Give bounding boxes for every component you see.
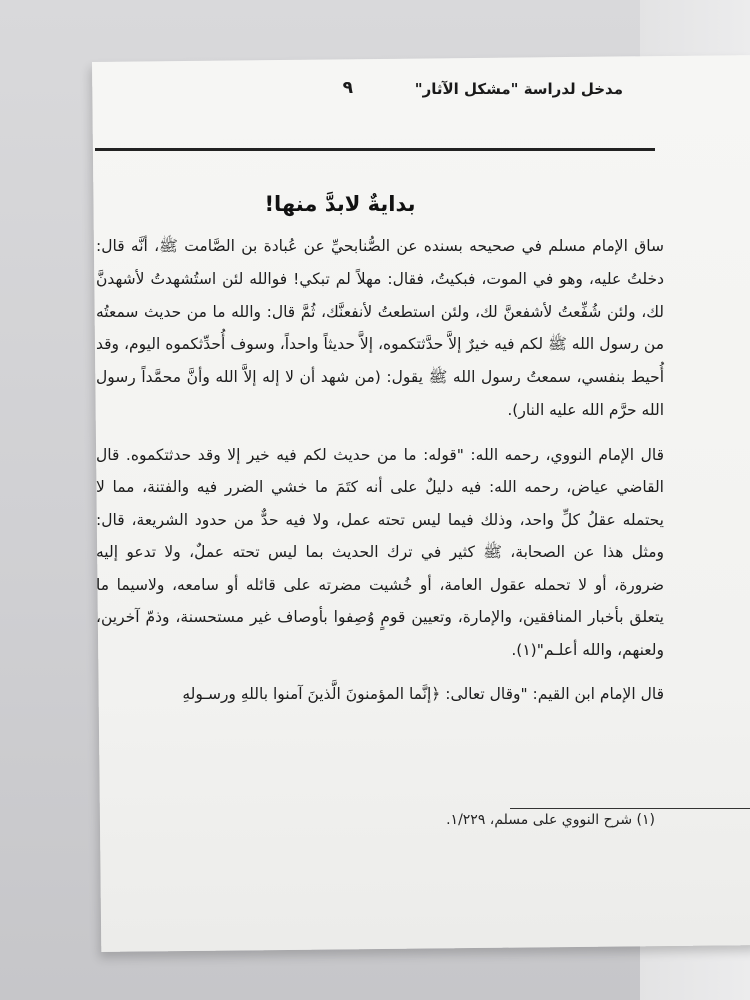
paragraph-hadith: ساق الإمام مسلم في صحيحه بسنده عن الصُّنابحيِّ عن عُبادة بن الصَّامت ﷺ، أنَّه قال: دخلتُ عليه، وهو في الموت، فبكيتُ، فقال: مهلاً لم تبكي! فوالله لئن استُشهدتُ لأشهدنَّ لك، ولئن شُفِّعتُ لأشفعنَّ لك، ولئن استطعتُ لأنفعنَّك، ثُمَّ قال: والله ما من حديث سمعتُه من رسول الله ﷺ لكم فيه خيرٌ إلاَّ حدَّثتكموه، إلاَّ حديثاً واحداً، وسوف أُحدِّثكموه اليوم، وقد أُحيط بنفسي، سمعتُ رسول الله ﷺ يقول: (من شهد أن لا إله إلاَّ الله وأنَّ محمَّداً رسول الله حرَّم الله عليه النار). xyxy=(96,237,664,419)
page-number: ٩ xyxy=(342,78,353,98)
footnote: (١) شرح النووي على مسلم، ١/٢٢٩. xyxy=(446,812,655,828)
header-rule xyxy=(95,148,655,151)
running-header-title: مدخل لدراسة "مشكل الآثار" xyxy=(414,80,623,98)
body-text xyxy=(96,230,664,723)
footnote-rule xyxy=(510,808,750,809)
running-header xyxy=(95,78,623,104)
section-title: بدايةٌ لابدَّ منها! xyxy=(264,192,416,216)
paragraph-nawawi: قال الإمام النووي، رحمه الله: "قوله: ما من حديث لكم فيه خير إلا وقد حدثتكموه. قال القاضي عياض، رحمه الله: فيه دليلٌ على أنه كتَمَ ما خشي الضرر فيه والفتنة، مما لا يحتمله عقلُ كلِّ واحد، وذلك فيما ليس تحته عمل، ولا فيه حدٌّ من حدود الشريعة، قال: ومثل هذا عن الصحابة، ﷺ كثير في ترك الحديث بما ليس تحته عملٌ، ولا تدعو إليه ضرورة، أو لا تحمله عقول العامة، أو خُشيت مضرته على قائله أو سامعه، ولاسيما ما يتعلق بأخبار المنافقين، والإمارة، وتعيين قومٍ وُصِفوا بأوصاف غير مستحسنة، وذمّ آخرين، ولعنهم، والله أعلـم"(١). xyxy=(96,445,664,659)
paragraph-ibn-qayyim: قال الإمام ابن القيم: "وقال تعالى: ﴿إنَّما المؤمنونَ الَّذينَ آمنوا باللهِ ورسـولهِ xyxy=(182,685,664,704)
